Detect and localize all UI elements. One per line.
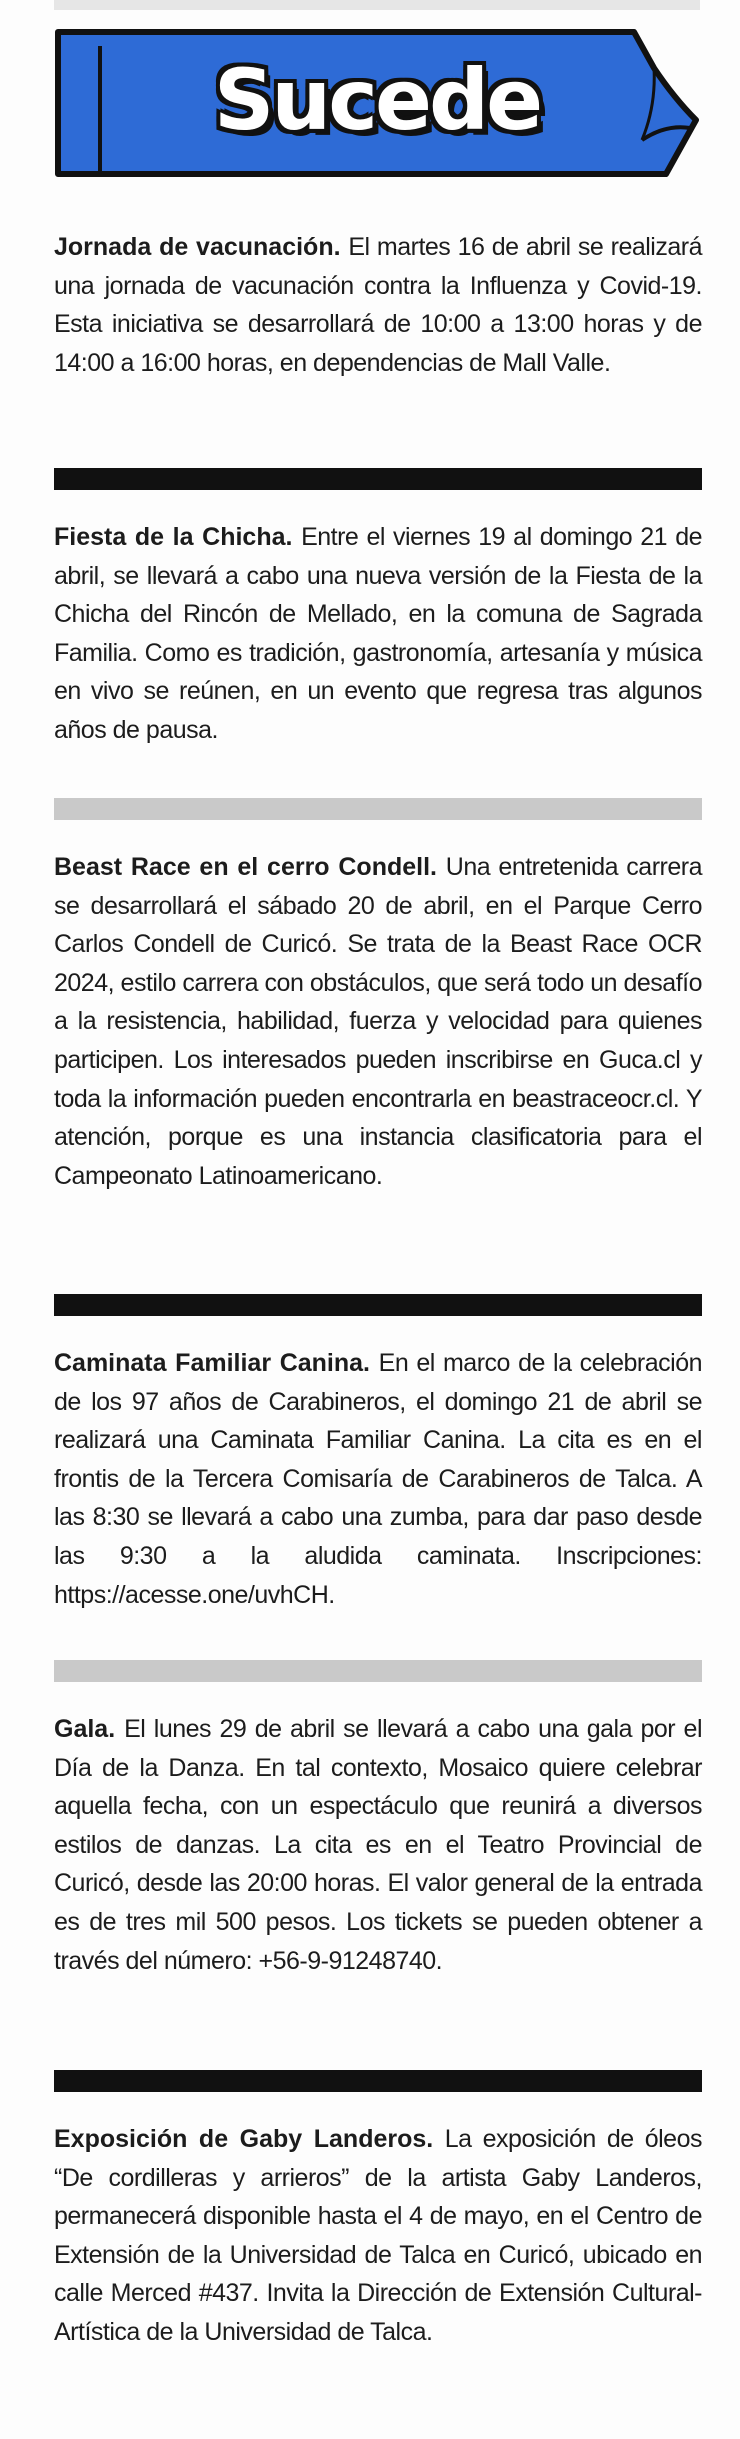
article-headline: Exposición de Gaby Landeros.	[54, 2125, 445, 2153]
article-body: El lunes 29 de abril se llevará a cabo una gala por el Día de la Danza. En tal contexto, Mosaico quiere celebrar aquella fecha, con un espectáculo que reunirá a diversos estilos de danzas. La cita es en el Teatro Provincial de Curicó, desde las 20:00 horas. El valor general de la entrada es de tres mil 500 pesos. Los tickets se pueden obtener a través del número: +56-9-91248740.	[54, 1715, 702, 1975]
article-vacunacion	[54, 228, 702, 382]
section-banner	[54, 28, 700, 178]
article-headline: Jornada de vacunación.	[54, 233, 349, 261]
top-rule	[54, 0, 700, 10]
section-title: Sucede	[213, 51, 541, 149]
article-caminata	[54, 1344, 702, 1614]
article-body: En el marco de la celebración de los 97 años de Carabineros, el domingo 21 de abril se realizará una Caminata Familiar Canina. La cita es en el frontis de la Tercera Comisaría de Carabineros de Talca. A las 8:30 se llevará a cabo una zumba, para dar paso desde las 9:30 a la aludida caminata. Inscripciones: https://acesse.one/uvhCH.	[54, 1349, 702, 1609]
separator-bar	[54, 798, 702, 820]
separator-bar	[54, 1294, 702, 1316]
article-headline: Beast Race en el cerro Condell.	[54, 853, 446, 881]
article-body: El martes 16 de abril se realizará una jornada de vacunación contra la Influenza y Covid-19. Esta iniciativa se desarrollará de 10:00 a 13:00 horas y de 14:00 a 16:00 horas, en dependencias de Mall Valle.	[54, 233, 702, 377]
article-headline: Fiesta de la Chicha.	[54, 523, 302, 551]
article-headline: Gala.	[54, 1715, 125, 1743]
separator-bar	[54, 468, 702, 490]
article-exposicion	[54, 2120, 702, 2352]
separator-bar	[54, 2070, 702, 2092]
article-body: Entre el viernes 19 al domingo 21 de abril, se llevará a cabo una nueva versión de la Fiesta de la Chicha del Rincón de Mellado, en la comuna de Sagrada Familia. Como es tradición, gastronomía, artesanía y música en vivo se reúnen, en un evento que regresa tras algunos años de pausa.	[54, 523, 702, 744]
article-body: La exposición de óleos “De cordilleras y arrieros” de la artista Gaby Landeros, permanecerá disponible hasta el 4 de mayo, en el Centro de Extensión de la Universidad de Talca en Curicó, ubicado en calle Merced #437. Invita la Dirección de Extensión Cultural-Artística de la Universidad de Talca.	[54, 2125, 702, 2346]
article-beast-race	[54, 848, 702, 1195]
article-headline: Caminata Familiar Canina.	[54, 1349, 379, 1377]
article-body: Una entretenida carrera se desarrollará el sábado 20 de abril, en el Parque Cerro Carlos Condell de Curicó. Se trata de la Beast Race OCR 2024, estilo carrera con obstáculos, que será todo un desafío a la resistencia, habilidad, fuerza y velocidad para quienes participen. Los interesados pueden inscribirse en Guca.cl y toda la información pueden encontrarla en beastraceocr.cl. Y atención, porque es una instancia clasificatoria para el Campeonato Latinoamericano.	[54, 853, 702, 1190]
article-gala	[54, 1710, 702, 1980]
separator-bar	[54, 1660, 702, 1682]
article-chicha	[54, 518, 702, 750]
